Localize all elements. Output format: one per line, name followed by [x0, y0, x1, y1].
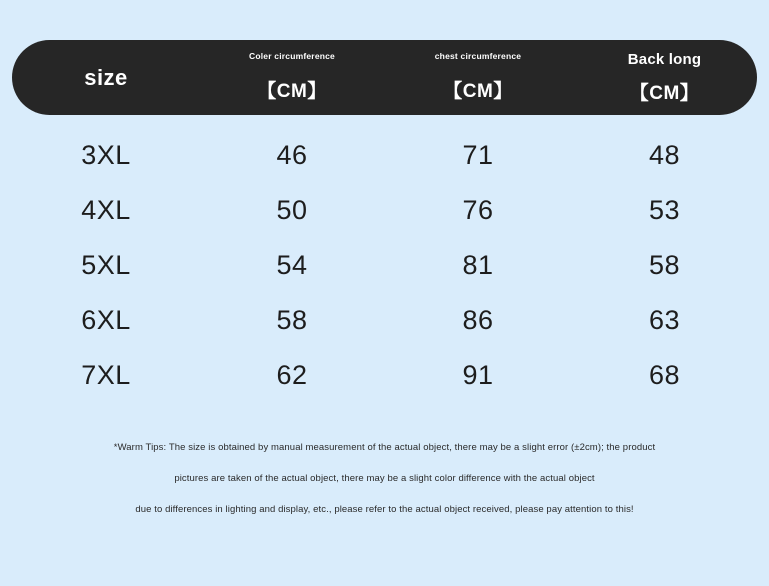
- cell-chest: 76: [462, 195, 494, 225]
- table-row: [12, 238, 757, 293]
- cell-back: 63: [648, 305, 681, 335]
- header-collar-unit: 【CM】: [257, 80, 327, 102]
- cell-collar: 62: [276, 360, 308, 390]
- cell-size: 3XL: [81, 140, 131, 170]
- header-back-unit: 【CM】: [629, 82, 700, 104]
- header-collar-label: Coler circumference: [248, 51, 335, 62]
- table-row: [12, 128, 757, 183]
- cell-collar: 46: [276, 140, 308, 170]
- cell-collar: 54: [276, 250, 308, 280]
- header-back-label: Back long: [627, 50, 702, 68]
- header-cell-chest: [384, 52, 572, 102]
- cell-chest: 81: [462, 250, 494, 280]
- cell-size: 6XL: [81, 305, 131, 335]
- header-cell-collar: [200, 52, 384, 102]
- table-row: [12, 183, 757, 238]
- header-cell-size: [12, 65, 200, 91]
- cell-back: 58: [648, 250, 681, 280]
- warm-tips-line: due to differences in lighting and display, etc., please refer to the actual object received, please pay attention to this!: [135, 504, 634, 515]
- cell-collar: 50: [276, 195, 308, 225]
- cell-chest: 71: [462, 140, 494, 170]
- header-chest-unit: 【CM】: [443, 80, 513, 102]
- cell-back: 68: [648, 360, 681, 390]
- cell-chest: 91: [462, 360, 494, 390]
- header-chest-label: chest circumference: [434, 51, 522, 62]
- cell-back: 53: [648, 195, 681, 225]
- header-cell-back: [572, 51, 757, 105]
- table-row: [12, 348, 757, 403]
- cell-size: 4XL: [81, 195, 131, 225]
- table-row: [12, 293, 757, 348]
- cell-chest: 86: [462, 305, 494, 335]
- warm-tips: [0, 432, 769, 525]
- table-body: [12, 128, 757, 403]
- header-size-label: size: [84, 64, 128, 90]
- warm-tips-line: pictures are taken of the actual object, there may be a slight color difference with the actual object: [174, 473, 595, 484]
- cell-collar: 58: [276, 305, 308, 335]
- warm-tips-line: *Warm Tips: The size is obtained by manual measurement of the actual object, there may be a slight error (±2cm); the product: [113, 442, 656, 453]
- cell-back: 48: [648, 140, 681, 170]
- cell-size: 7XL: [81, 360, 131, 390]
- table-header-row: [12, 40, 757, 115]
- cell-size: 5XL: [81, 250, 131, 280]
